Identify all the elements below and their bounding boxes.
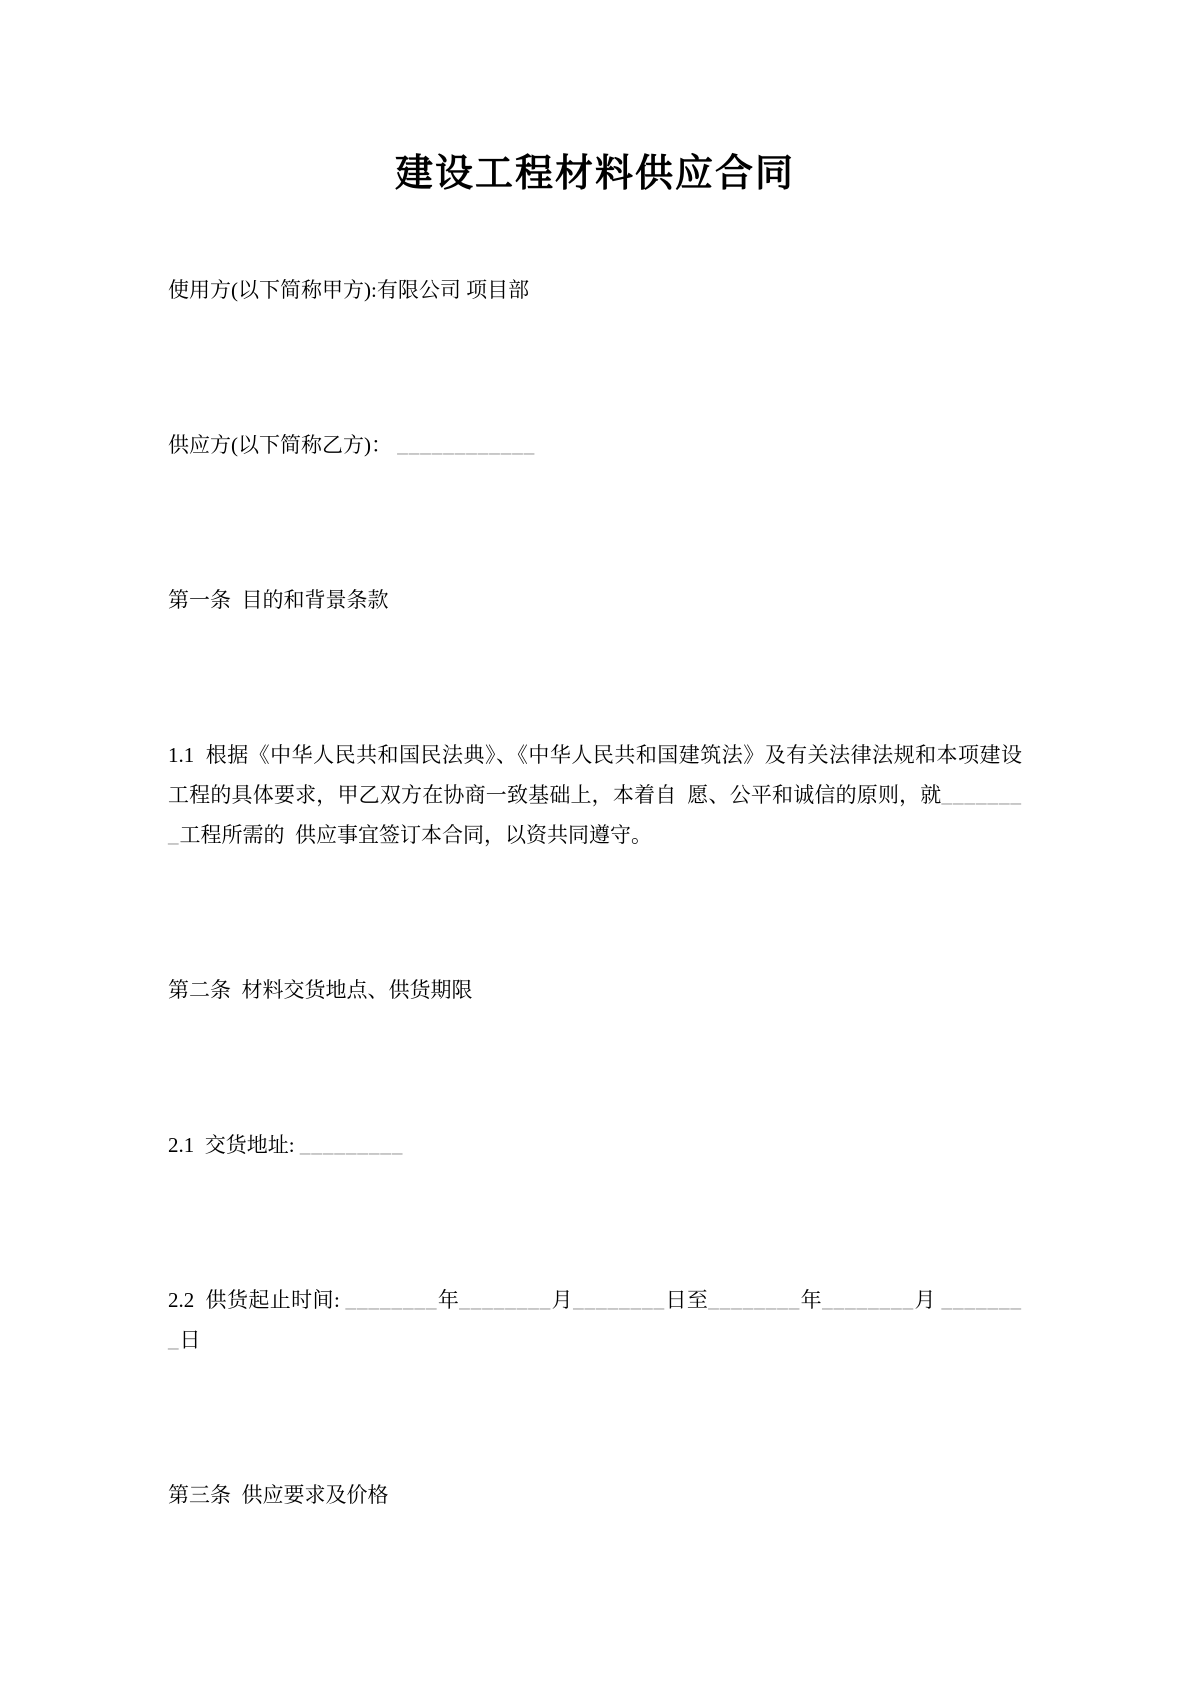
article-3-heading bbox=[168, 1475, 1022, 1515]
blank-fill-in-field: ________ bbox=[168, 783, 1022, 847]
document-title: 建设工程材料供应合同 bbox=[394, 153, 795, 195]
blank-fill-in-field: ____________ bbox=[397, 433, 536, 457]
text-run: 月 bbox=[914, 1288, 942, 1312]
blank-fill-in-field: ________ bbox=[345, 1288, 438, 1312]
text-run: 日 bbox=[179, 1328, 201, 1352]
text-run: 第二条 材料交货地点、供货期限 bbox=[168, 978, 473, 1002]
text-run: 第三条 供应要求及价格 bbox=[168, 1483, 389, 1507]
party-a-line bbox=[168, 270, 1022, 310]
text-run: 供应方(以下简称乙方)： bbox=[168, 433, 398, 457]
blank-fill-in-field: ________ bbox=[822, 1288, 915, 1312]
blank-fill-in-field: ________ bbox=[573, 1288, 666, 1312]
text-run: 第一条 目的和背景条款 bbox=[168, 588, 389, 612]
article-1-heading bbox=[168, 580, 1022, 620]
blank-fill-in-field: _________ bbox=[299, 1133, 404, 1157]
document-body bbox=[168, 270, 1022, 1515]
text-run: 月 bbox=[551, 1288, 574, 1312]
text-run: 1.1 根据《中华人民共和国民法典》、《中华人民共和国建筑法》及有关法律法规和本项建设工程的具体要求，甲乙双方在协商一致基础上，本着自 愿、公平和诚信的原则，就 bbox=[168, 743, 1022, 807]
article-2-heading bbox=[168, 970, 1022, 1010]
text-run: 年 bbox=[437, 1288, 460, 1312]
clause-1-1 bbox=[168, 735, 1022, 855]
blank-fill-in-field: ________ bbox=[708, 1288, 801, 1312]
blank-fill-in-field: ________ bbox=[459, 1288, 552, 1312]
blank-fill-in-field: ________ bbox=[168, 1288, 1023, 1352]
text-run: 日至 bbox=[665, 1288, 709, 1312]
clause-2-1 bbox=[168, 1125, 1022, 1165]
text-run: 工程所需的 供应事宜签订本合同，以资共同遵守。 bbox=[179, 823, 652, 847]
text-run: 2.2 供货起止时间: bbox=[168, 1288, 346, 1312]
text-run: 2.1 交货地址: bbox=[168, 1133, 300, 1157]
party-b-line bbox=[168, 425, 1022, 465]
text-run: 使用方(以下简称甲方):有限公司 项目部 bbox=[168, 278, 530, 302]
clause-2-2 bbox=[168, 1280, 1022, 1360]
text-run: 年 bbox=[800, 1288, 823, 1312]
